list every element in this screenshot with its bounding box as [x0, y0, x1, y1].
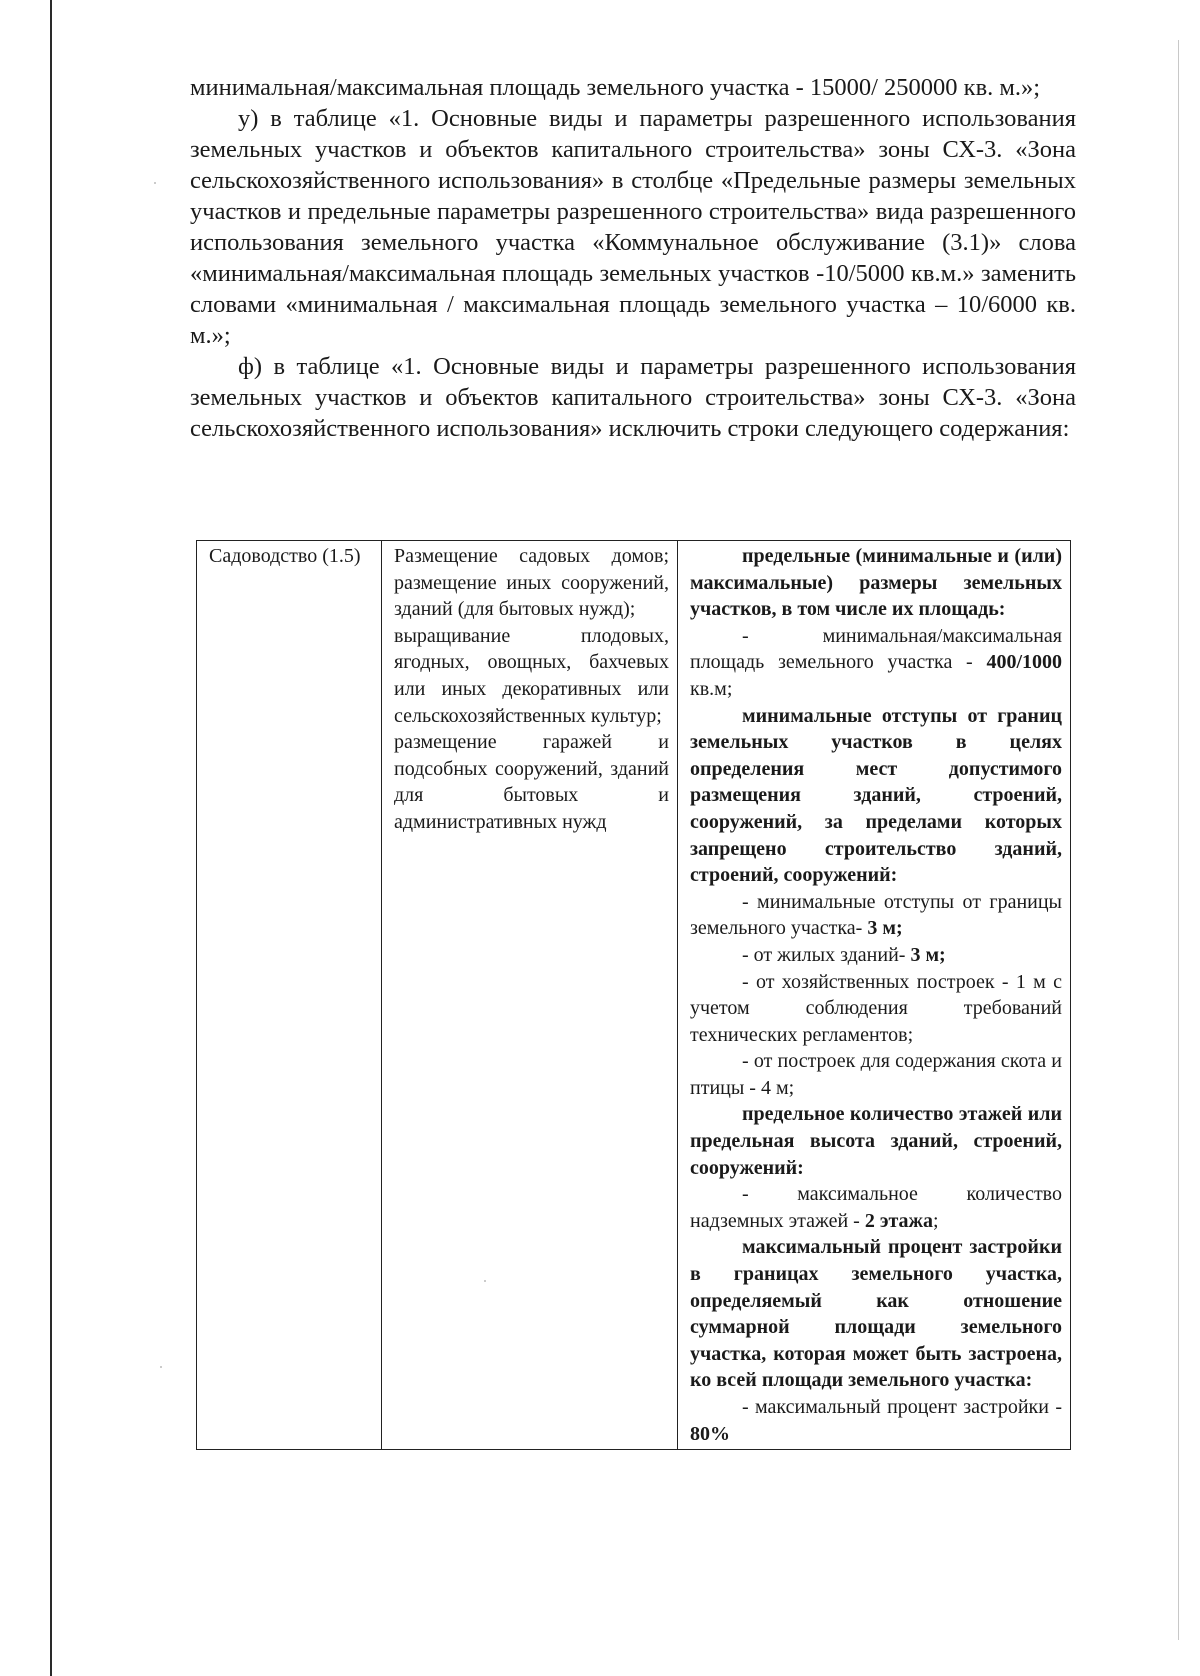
scan-border-right	[1178, 40, 1179, 1640]
param-area: - минимальная/максимальная площадь земельного участка - 400/1000 кв.м;	[690, 624, 1062, 700]
cell-parameters	[678, 541, 1071, 1450]
table-row	[197, 541, 1071, 1450]
param-heading-setbacks: минимальные отступы от границ земельных участков в целях определения мест допустимого размещения зданий, строений, сооружений, за пределами которых запрещено строительство зданий, строений, сооружений:	[690, 704, 1062, 887]
param-setback-livestock: - от построек для содержания скота и птицы - 4 м;	[690, 1050, 1062, 1099]
use-type-label: Садоводство (1.5)	[209, 545, 361, 567]
description-line-2: выращивание плодовых, ягодных, овощных, бахчевых или иных декоративных или сельскохозяйственных культур;	[394, 624, 669, 727]
param-coverage: - максимальный процент застройки - 80%	[690, 1396, 1062, 1445]
document-body	[190, 72, 1076, 444]
paragraph-continuation: минимальная/максимальная площадь земельного участка - 15000/ 250000 кв. м.»;	[190, 74, 1041, 101]
param-setback-outbuildings: - от хозяйственных построек - 1 м с учетом соблюдения требований технических регламентов;	[690, 970, 1062, 1046]
param-heading-floors: предельное количество этажей или предельная высота зданий, строений, сооружений:	[690, 1103, 1062, 1179]
description-line-3: размещение гаражей и подсобных сооружений, зданий для бытовых и административных нужд	[394, 731, 669, 833]
scan-border-left	[50, 0, 52, 1676]
cell-use-type	[197, 541, 382, 1450]
paragraph-item-f: ф) в таблице «1. Основные виды и параметры разрешенного использования земельных участков и объектов капитального строительства» зоны СХ-3. «Зона сельскохозяйственного использования» исключить строки следующего содержания:	[190, 353, 1076, 442]
cell-use-description	[382, 541, 678, 1450]
scan-speck	[154, 182, 156, 184]
param-floors: - максимальное количество надземных этажей - 2 этажа;	[690, 1183, 1062, 1232]
param-heading-sizes: предельные (минимальные и (или) максимальные) размеры земельных участков, в том числе их площадь:	[690, 545, 1062, 621]
param-setback-border: - минимальные отступы от границы земельного участка- 3 м;	[690, 890, 1062, 940]
param-setback-residential: - от жилых зданий- 3 м;	[742, 943, 946, 966]
param-heading-coverage: максимальный процент застройки в границах земельного участка, определяемый как отношение суммарной площади земельного участка, которая может быть застроена, ко всей площади земельного участка:	[690, 1236, 1062, 1392]
excluded-rows-table	[196, 540, 1071, 1450]
scan-speck	[160, 1366, 162, 1368]
description-line-1: Размещение садовых домов; размещение иных сооружений, зданий (для бытовых нужд);	[394, 545, 669, 621]
paragraph-item-u: у) в таблице «1. Основные виды и параметры разрешенного использования земельных участков и объектов капитального строительства» зоны СХ-3. «Зона сельскохозяйственного использования» в столбце «Предельные размеры земельных участков и предельные параметры разрешенного строительства» вида разрешенного использования земельного участка «Коммунальное обслуживание (3.1)» слова «минимальная/максимальная площадь земельных участков -10/5000 кв.м.» заменить словами «минимальная / максимальная площадь земельного участка – 10/6000 кв. м.»;	[190, 105, 1076, 349]
